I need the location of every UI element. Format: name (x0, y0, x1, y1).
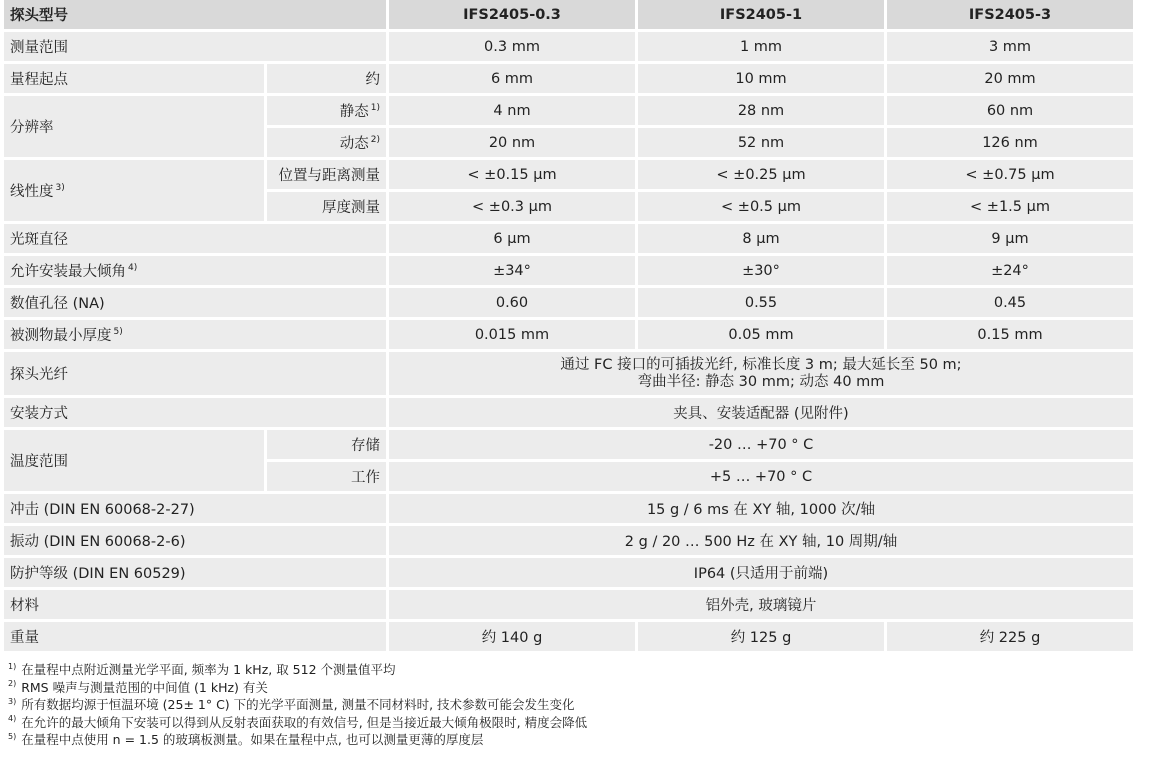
row-sublabel (267, 128, 386, 157)
cell: 6 µm (389, 224, 635, 253)
cell: 0.05 mm (638, 320, 884, 349)
cell: -20 … +70 ° C (389, 430, 1133, 459)
footnote-mark: 4) (8, 714, 17, 724)
row-sublabel (267, 96, 386, 125)
row-label: 振动 (DIN EN 60068-2-6) (4, 526, 386, 555)
temperature-storage-row (4, 430, 1133, 459)
cell: 2 g / 20 … 500 Hz 在 XY 轴, 10 周期/轴 (389, 526, 1133, 555)
cell: 4 nm (389, 96, 635, 125)
material-row (4, 590, 1133, 619)
cell: 10 mm (638, 64, 884, 93)
cell: 20 mm (887, 64, 1133, 93)
cell: 15 g / 6 ms 在 XY 轴, 1000 次/轴 (389, 494, 1133, 523)
header-row (4, 0, 1133, 29)
row-label: 冲击 (DIN EN 60068-2-27) (4, 494, 386, 523)
footnote-mark: 3) (8, 696, 17, 706)
cell: 6 mm (389, 64, 635, 93)
footnote-text: 在允许的最大倾角下安装可以得到从反射表面获取的有效信号, 但是当接近最大倾角极限时, 精度会降低 (21, 714, 588, 730)
cell: +5 … +70 ° C (389, 462, 1133, 491)
cell: 0.55 (638, 288, 884, 317)
protection-row (4, 558, 1133, 587)
dynamic-label: 动态 (339, 136, 369, 152)
row-label: 量程起点 (4, 64, 264, 93)
row-label: 测量范围 (4, 32, 386, 61)
resolution-static-row (4, 96, 1133, 125)
tilt-row (4, 256, 1133, 285)
row-label: 防护等级 (DIN EN 60529) (4, 558, 386, 587)
footnotes (8, 661, 587, 749)
static-label: 静态 (339, 104, 369, 120)
header-label: 探头型号 (4, 0, 386, 29)
weight-row (4, 622, 1133, 651)
cell: < ±0.5 µm (638, 192, 884, 221)
cell: 约 125 g (638, 622, 884, 651)
model-2: IFS2405-3 (887, 0, 1133, 29)
row-sublabel: 约 (267, 64, 386, 93)
footnote-mark: 2) (8, 679, 17, 689)
footnote (8, 731, 587, 749)
row-label (4, 256, 386, 285)
cell: ±30° (638, 256, 884, 285)
cell: 52 nm (638, 128, 884, 157)
fiber-row (4, 352, 1133, 395)
footnote-text: 在量程中点附近测量光学平面, 频率为 1 kHz, 取 512 个测量值平均 (21, 662, 396, 677)
mounting-row (4, 398, 1133, 427)
cell: 126 nm (887, 128, 1133, 157)
row-label: 重量 (4, 622, 386, 651)
cell: IP64 (只适用于前端) (389, 558, 1133, 587)
start-row (4, 64, 1133, 93)
min-thickness-row (4, 320, 1133, 349)
range-row (4, 32, 1133, 61)
cell: 1 mm (638, 32, 884, 61)
footnote (8, 696, 587, 714)
row-label: 材料 (4, 590, 386, 619)
na-row (4, 288, 1133, 317)
row-label: 探头光纤 (4, 352, 386, 395)
cell: < ±1.5 µm (887, 192, 1133, 221)
footnote-text: 所有数据均源于恒温环境 (25± 1° C) 下的光学平面测量, 测量不同材料时, 技术参数可能会发生变化 (21, 697, 575, 712)
model-1: IFS2405-1 (638, 0, 884, 29)
cell: 0.015 mm (389, 320, 635, 349)
cell: 28 nm (638, 96, 884, 125)
spot-row (4, 224, 1133, 253)
cell: 0.15 mm (887, 320, 1133, 349)
row-label: 温度范围 (4, 430, 264, 491)
row-sublabel: 存储 (267, 430, 386, 459)
footnote-text: RMS 噪声与测量范围的中间值 (1 kHz) 有关 (21, 679, 268, 695)
footnote-mark: 5) (113, 327, 123, 338)
cell (389, 352, 1133, 395)
row-sublabel: 厚度测量 (267, 192, 386, 221)
model-0: IFS2405-0.3 (389, 0, 635, 29)
shock-row (4, 494, 1133, 523)
cell: 8 µm (638, 224, 884, 253)
footnote-mark: 1) (370, 103, 380, 114)
tilt-label: 允许安装最大倾角 (10, 264, 126, 280)
cell: ±24° (887, 256, 1133, 285)
footnote-mark: 1) (8, 661, 17, 671)
cell: 0.60 (389, 288, 635, 317)
cell: < ±0.3 µm (389, 192, 635, 221)
cell: 3 mm (887, 32, 1133, 61)
cell: < ±0.25 µm (638, 160, 884, 189)
footnote-text: 在量程中点使用 n = 1.5 的玻璃板测量。如果在量程中点, 也可以测量更薄的厚度层 (21, 732, 484, 747)
footnote-mark: 5) (8, 731, 17, 741)
vibration-row (4, 526, 1133, 555)
row-sublabel: 位置与距离测量 (267, 160, 386, 189)
cell: ±34° (389, 256, 635, 285)
footnote-mark: 2) (370, 135, 380, 146)
cell: 约 225 g (887, 622, 1133, 651)
cell: 20 nm (389, 128, 635, 157)
row-label: 安装方式 (4, 398, 386, 427)
footnote (8, 679, 587, 697)
cell: 0.3 mm (389, 32, 635, 61)
cell: 9 µm (887, 224, 1133, 253)
footnote-mark: 3) (55, 183, 65, 194)
fiber-line-1: 通过 FC 接口的可插拔光纤, 标准长度 3 m; 最大延长至 50 m; (560, 356, 962, 373)
cell: 铝外壳, 玻璃镜片 (389, 590, 1133, 619)
linearity-distance-row (4, 160, 1133, 189)
row-label (4, 160, 264, 221)
footnote (8, 714, 587, 732)
row-label (4, 320, 386, 349)
cell: 夹具、安装适配器 (见附件) (389, 398, 1133, 427)
cell: 60 nm (887, 96, 1133, 125)
resolution-label: 分辨率 (10, 120, 54, 136)
row-sublabel: 工作 (267, 462, 386, 491)
footnote (8, 661, 587, 679)
cell: 0.45 (887, 288, 1133, 317)
row-label: 光斑直径 (4, 224, 386, 253)
cell: < ±0.75 µm (887, 160, 1133, 189)
footnote-mark: 4) (128, 263, 138, 274)
spec-table (1, 0, 1136, 654)
row-label: 数值孔径 (NA) (4, 288, 386, 317)
cell: 约 140 g (389, 622, 635, 651)
fiber-line-2: 弯曲半径: 静态 30 mm; 动态 40 mm (637, 373, 885, 390)
cell: < ±0.15 µm (389, 160, 635, 189)
row-label (4, 96, 264, 157)
linearity-label: 线性度 (10, 184, 54, 200)
min-thickness-label: 被测物最小厚度 (10, 328, 112, 344)
